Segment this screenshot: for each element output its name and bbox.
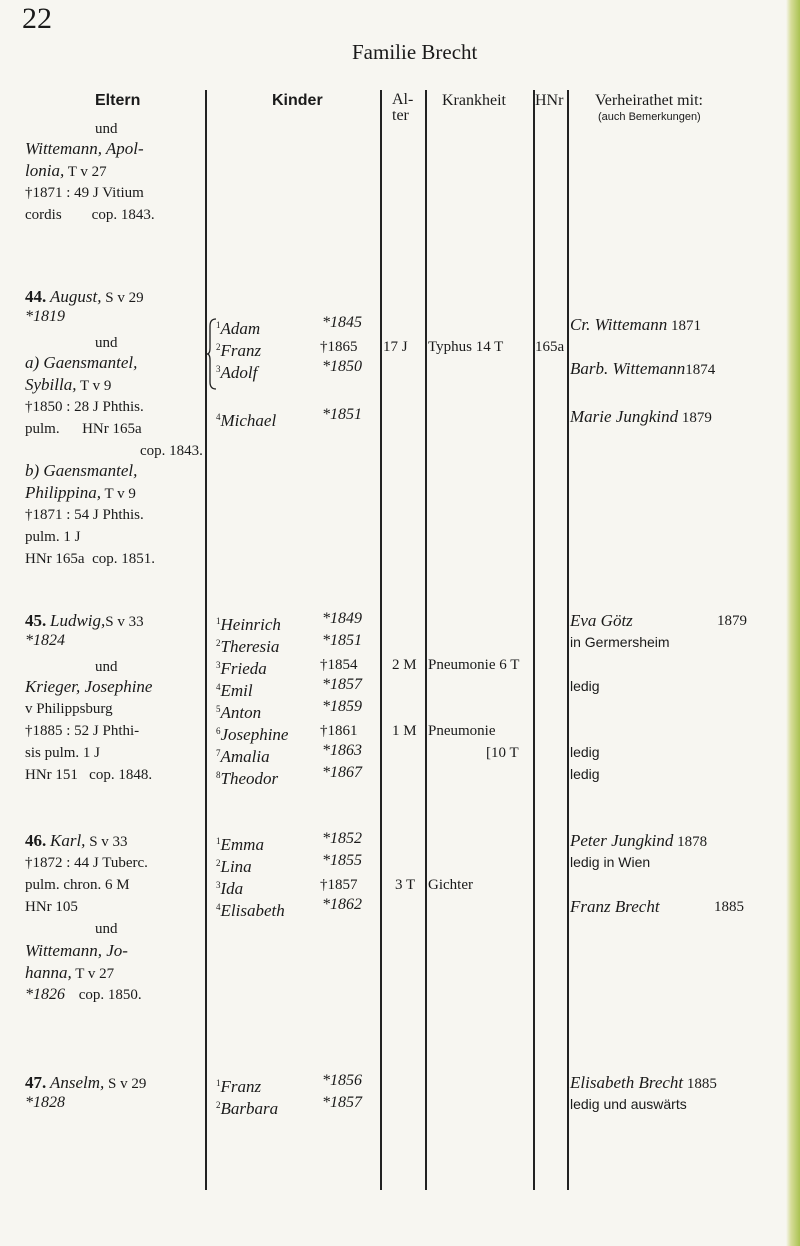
column-rule <box>425 90 427 1190</box>
child-date: *1859 <box>322 698 362 715</box>
child-date: *1857 <box>322 676 362 693</box>
spouse-entry: Elisabeth Brecht 1885 <box>570 1073 717 1092</box>
child-date: *1851 <box>322 406 362 423</box>
child-name: $^3$Ida <box>216 879 244 898</box>
family-44-mother-b: b) Gaensmantel, <box>25 461 138 480</box>
child-name: $^2$Barbara <box>216 1099 279 1118</box>
child-date: †1861 <box>320 723 358 739</box>
family-44-mother-b-name: Philippina, T v 9 <box>25 483 136 502</box>
child-age: 17 J <box>383 339 408 355</box>
header-alter: Al- ter <box>392 91 414 124</box>
child-name: $^8$Theodor <box>216 769 279 788</box>
continuation-death: †1871 : 49 J Vitium <box>25 185 144 201</box>
family-44-mother-a: a) Gaensmantel, <box>25 353 138 372</box>
continuation-und: und <box>95 121 118 137</box>
family-46-und: und <box>95 921 118 937</box>
family-46-mother-name: hanna, T v 27 <box>25 963 115 982</box>
child-age: 3 T <box>395 877 416 893</box>
family-44-father: 44. August, S v 29 <box>25 287 144 306</box>
family-45-mother-cop: HNr 151 cop. 1848. <box>25 767 153 783</box>
header-hnr: HNr <box>535 92 564 109</box>
child-age: 2 M <box>392 657 417 673</box>
spouse-status: ledig <box>570 766 600 782</box>
column-rule <box>205 90 207 1190</box>
child-date: *1849 <box>322 610 362 627</box>
child-illness: Typhus 14 T <box>428 339 504 355</box>
child-name: $^7$Amalia <box>216 747 270 766</box>
family-47-father-birth: *1828 <box>25 1094 65 1111</box>
child-illness: Pneumonie 6 T <box>428 657 520 673</box>
child-name: $^6$Josephine <box>216 725 289 744</box>
spouse-entry: Cr. Wittemann 1871 <box>570 315 702 334</box>
running-title: Familie Brecht <box>352 40 478 64</box>
spouse-year: 1885 <box>714 899 744 915</box>
child-date: †1854 <box>320 657 358 673</box>
page-edge <box>786 0 800 1246</box>
spouse-place: in Germersheim <box>570 634 670 650</box>
family-46-father-death: †1872 : 44 J Tuberc. <box>25 855 148 871</box>
family-44-und: und <box>95 335 118 351</box>
child-illness-cont: [10 T <box>486 745 519 761</box>
spouse-status: ledig <box>570 678 600 694</box>
child-date: *1850 <box>322 358 362 375</box>
family-45-und: und <box>95 659 118 675</box>
child-date: *1851 <box>322 632 362 649</box>
family-44-mother-a-death: †1850 : 28 J Phthis. <box>25 399 144 415</box>
family-46-mother-birth: *1826 cop. 1850. <box>25 986 142 1003</box>
family-44-mother-a-cause: pulm. HNr 165a <box>25 421 142 437</box>
child-name: $^4$Elisabeth <box>216 901 285 920</box>
spouse-entry: Franz Brecht <box>570 897 660 916</box>
family-46-mother: Wittemann, Jo- <box>25 941 128 960</box>
continuation-cop: cordis cop. 1843. <box>25 207 155 223</box>
family-44-mother-b-cop: HNr 165a cop. 1851. <box>25 551 155 567</box>
spouse-entry: Eva Götz <box>570 611 633 630</box>
child-name: $^2$Theresia <box>216 637 280 656</box>
child-age: 1 M <box>392 723 417 739</box>
family-46-father-hnr: HNr 105 <box>25 899 78 915</box>
spouse-status: ledig und auswärts <box>570 1096 687 1112</box>
child-illness: Pneumonie <box>428 723 496 739</box>
child-name: $^5$Anton <box>216 703 262 722</box>
header-verheiratet: Verheirathet mit: <box>595 92 703 109</box>
page-number: 22 <box>22 2 52 35</box>
child-date: *1857 <box>322 1094 362 1111</box>
column-rule <box>533 90 535 1190</box>
child-date: †1865 <box>320 339 358 355</box>
child-date: *1856 <box>322 1072 362 1089</box>
header-kinder: Kinder <box>272 92 323 109</box>
child-date: *1852 <box>322 830 362 847</box>
spouse-entry: Marie Jungkind 1879 <box>570 407 712 426</box>
child-name: $^1$Emma <box>216 835 264 854</box>
spouse-entry: Barb. Wittemann1874 <box>570 359 716 378</box>
spouse-year: 1879 <box>717 613 747 629</box>
child-date: †1857 <box>320 877 358 893</box>
family-45-mother-origin: v Philippsburg <box>25 701 113 717</box>
child-name: $^2$Lina <box>216 857 252 876</box>
child-name: $^2$Franz <box>216 341 262 360</box>
family-44-mother-a-cop: cop. 1843. <box>140 443 203 459</box>
family-44-mother-a-name: Sybilla, T v 9 <box>25 375 112 394</box>
child-date: *1845 <box>322 314 362 331</box>
child-date: *1867 <box>322 764 362 781</box>
child-name: $^4$Michael <box>216 411 277 430</box>
family-47-father: 47. Anselm, S v 29 <box>25 1073 147 1092</box>
family-46-father: 46. Karl, S v 33 <box>25 831 128 850</box>
child-name: $^1$Adam <box>216 319 261 338</box>
child-name: $^3$Frieda <box>216 659 267 678</box>
child-illness: Gichter <box>428 877 473 893</box>
continuation-name: Wittemann, Apol- <box>25 139 144 158</box>
family-45-father: 45. Ludwig,S v 33 <box>25 611 144 630</box>
child-date: *1855 <box>322 852 362 869</box>
child-name: $^1$Heinrich <box>216 615 281 634</box>
family-45-mother-death: †1885 : 52 J Phthi- <box>25 723 140 739</box>
continuation-name2-line: lonia, T v 27 <box>25 161 107 180</box>
header-verheiratet-note: (auch Bemerkungen) <box>598 111 701 123</box>
child-name: $^4$Emil <box>216 681 253 700</box>
family-45-mother-cause: sis pulm. 1 J <box>25 745 101 761</box>
family-46-father-cause: pulm. chron. 6 M <box>25 877 130 893</box>
child-name: $^1$Franz <box>216 1077 262 1096</box>
family-45-mother: Krieger, Josephine <box>25 677 153 696</box>
header-krankheit: Krankheit <box>442 92 506 109</box>
column-rule <box>567 90 569 1190</box>
column-rule <box>380 90 382 1190</box>
family-44-father-birth: *1819 <box>25 308 65 325</box>
header-eltern: Eltern <box>95 92 141 109</box>
child-name: $^3$Adolf <box>216 363 258 382</box>
spouse-entry: Peter Jungkind 1878 <box>570 831 708 850</box>
family-44-mother-b-cause: pulm. 1 J <box>25 529 81 545</box>
family-44-mother-b-death: †1871 : 54 J Phthis. <box>25 507 144 523</box>
child-hnr: 165a <box>535 339 565 355</box>
child-date: *1862 <box>322 896 362 913</box>
spouse-status: ledig <box>570 744 600 760</box>
family-45-father-birth: *1824 <box>25 632 65 649</box>
spouse-status: ledig in Wien <box>570 854 651 870</box>
child-date: *1863 <box>322 742 362 759</box>
